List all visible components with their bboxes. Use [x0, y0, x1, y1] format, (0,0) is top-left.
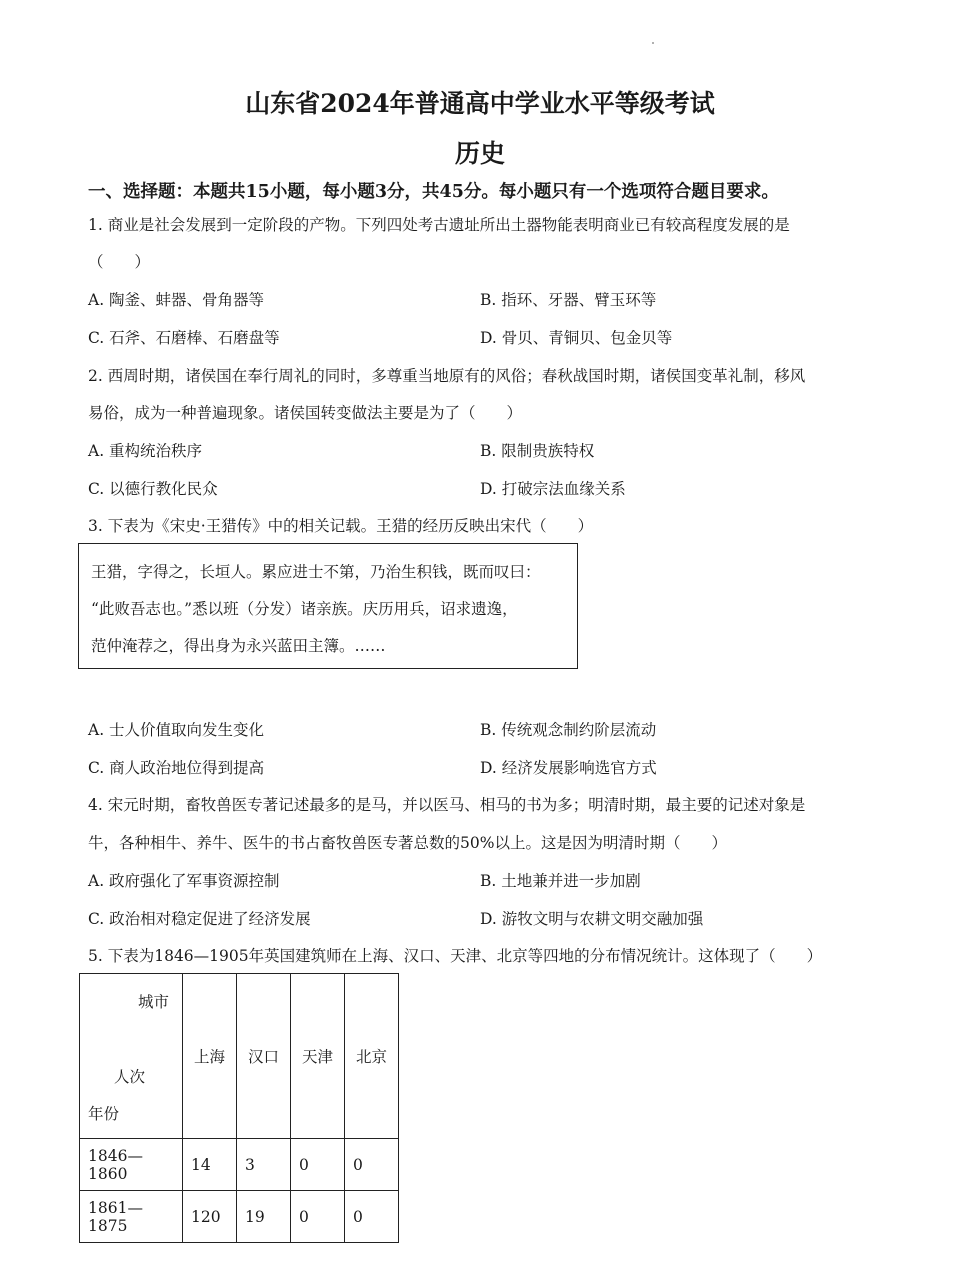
table-row — [80, 1191, 399, 1243]
question-3-option-a[interactable]: A. 士人价值取向发生变化 — [88, 721, 265, 739]
question-4-line-2: 牛，各种相牛、养牛、医牛的书占畜牧兽医专著总数的50%以上。这是因为明清时期（ ） — [88, 834, 727, 852]
table-cell: 0 — [345, 1191, 399, 1243]
table-cell: 0 — [345, 1139, 399, 1191]
scan-speck — [652, 42, 654, 44]
question-2-line-2: 易俗，成为一种普遍现象。诸侯国转变做法主要是为了（ ） — [88, 404, 523, 422]
question-4-option-d[interactable]: D. 游牧文明与农耕文明交融加强 — [480, 910, 704, 928]
distribution-table — [79, 973, 399, 1243]
question-1-option-c[interactable]: C. 石斧、石磨棒、石磨盘等 — [88, 329, 280, 347]
table-cell-year: 1861—1875 — [80, 1191, 183, 1243]
question-4-option-b[interactable]: B. 土地兼并进一步加剧 — [480, 872, 641, 890]
header-label-city: 城市 — [138, 993, 170, 1011]
section-heading: 一、选择题：本题共15小题，每小题3分，共45分。每小题只有一个选项符合题目要求。 — [88, 182, 779, 202]
question-2-option-d[interactable]: D. 打破宗法血缘关系 — [480, 480, 626, 498]
quote-line-2: “此败吾志也。”悉以班（分发）诸亲族。庆历用兵，诏求遗逸， — [91, 600, 518, 618]
question-3-option-c[interactable]: C. 商人政治地位得到提高 — [88, 759, 265, 777]
question-3-option-b[interactable]: B. 传统观念制约阶层流动 — [480, 721, 657, 739]
question-2-option-b[interactable]: B. 限制贵族特权 — [480, 442, 595, 460]
quote-line-1: 王猎，字得之，长垣人。累应进士不第，乃治生积钱，既而叹曰： — [91, 563, 541, 581]
question-1-line-1: 1. 商业是社会发展到一定阶段的产物。下列四处考古遗址所出土器物能表明商业已有较高程度发展的是 — [88, 216, 790, 234]
question-2-option-a[interactable]: A. 重构统治秩序 — [88, 442, 203, 460]
question-2-option-c[interactable]: C. 以德行教化民众 — [88, 480, 218, 498]
quote-line-3: 范仲淹荐之，得出身为永兴蓝田主簿。…… — [91, 637, 386, 655]
question-3-option-d[interactable]: D. 经济发展影响选官方式 — [480, 759, 657, 777]
table-header-row — [80, 974, 399, 1139]
quote-box — [78, 543, 578, 669]
table-cell: 3 — [237, 1139, 291, 1191]
header-label-year: 年份 — [88, 1105, 120, 1123]
header-label-count: 人次 — [114, 1068, 146, 1086]
question-1-option-d[interactable]: D. 骨贝、青铜贝、包金贝等 — [480, 329, 673, 347]
table-cell: 0 — [291, 1139, 345, 1191]
question-1-option-b[interactable]: B. 指环、牙器、臂玉环等 — [480, 291, 657, 309]
question-2-line-1: 2. 西周时期，诸侯国在奉行周礼的同时，多尊重当地原有的风俗；春秋战国时期，诸侯国变革礼制，移风 — [88, 367, 806, 385]
table-corner-header — [80, 974, 183, 1139]
table-cell: 19 — [237, 1191, 291, 1243]
table-header-city: 上海 — [183, 974, 237, 1139]
question-4-option-c[interactable]: C. 政治相对稳定促进了经济发展 — [88, 910, 311, 928]
table-header-city: 北京 — [345, 974, 399, 1139]
table-cell: 120 — [183, 1191, 237, 1243]
table-cell: 14 — [183, 1139, 237, 1191]
exam-title: 山东省2024年普通高中学业水平等级考试 — [245, 89, 715, 118]
subject-title: 历史 — [454, 139, 505, 168]
question-1-line-2: （ ） — [88, 253, 151, 271]
question-4-line-1: 4. 宋元时期，畜牧兽医专著记述最多的是马，并以医马、相马的书为多；明清时期，最主要的记述对象是 — [88, 796, 806, 814]
table-cell-year: 1846—1860 — [80, 1139, 183, 1191]
question-4-option-a[interactable]: A. 政府强化了军事资源控制 — [88, 872, 280, 890]
table-cell: 0 — [291, 1191, 345, 1243]
question-1-option-a[interactable]: A. 陶釜、蚌器、骨角器等 — [88, 291, 265, 309]
table-header-city: 天津 — [291, 974, 345, 1139]
table-header-city: 汉口 — [237, 974, 291, 1139]
question-3-line-1: 3. 下表为《宋史·王猎传》中的相关记载。王猎的经历反映出宋代（ ） — [88, 517, 594, 535]
question-5-line-1: 5. 下表为1846—1905年英国建筑师在上海、汉口、天津、北京等四地的分布情况统计。这体现了（ ） — [88, 947, 823, 965]
table-row — [80, 1139, 399, 1191]
